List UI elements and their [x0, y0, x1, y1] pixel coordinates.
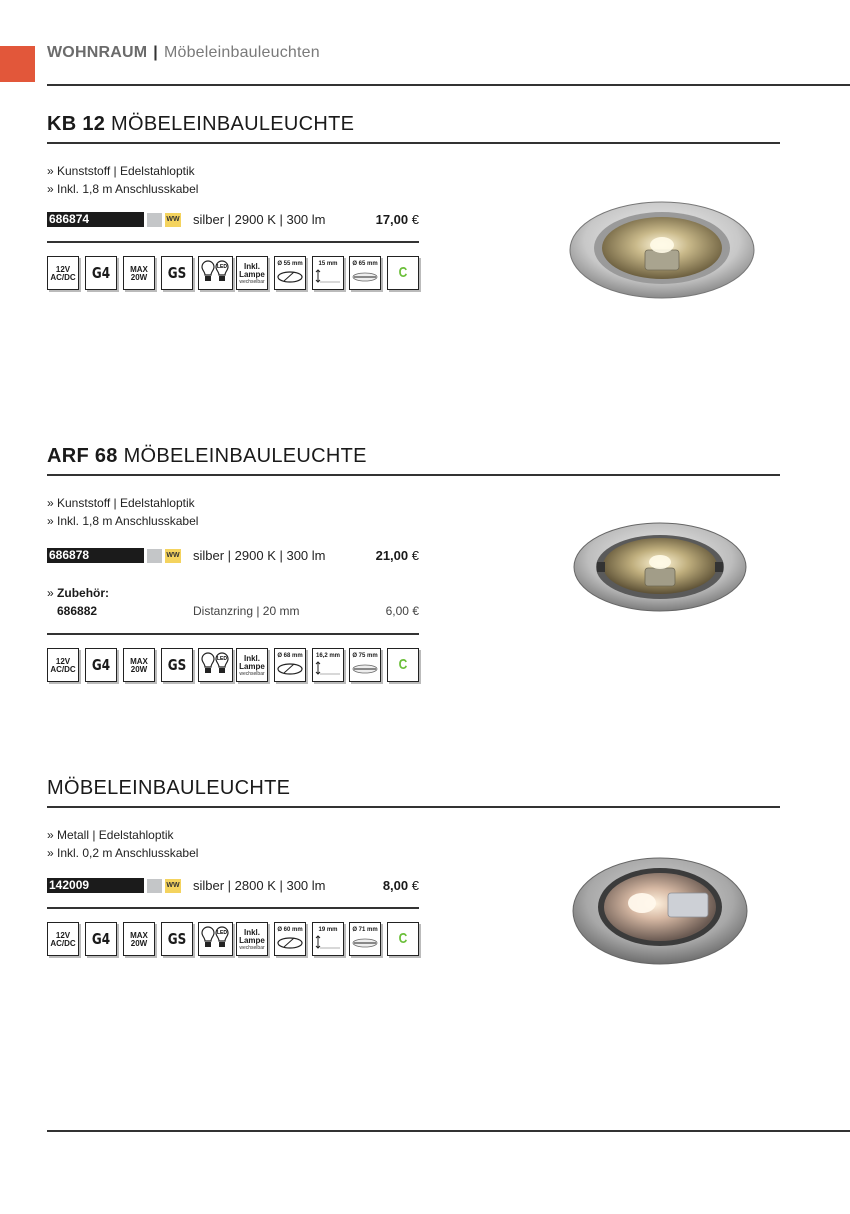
led-label: LED [217, 930, 227, 936]
lamp-included-icon [236, 256, 268, 290]
installation-depth-icon [312, 922, 344, 956]
feature-line: » Kunststoff | Edelstahloptik [47, 496, 195, 510]
article-row [47, 548, 419, 564]
price-value: 17,00 [375, 212, 409, 227]
max-text: MAX [130, 931, 148, 940]
bulb-led-icon [198, 922, 233, 956]
socket-icon [85, 256, 117, 290]
wechselbar-text: wechselbar [239, 945, 265, 951]
header-category: WOHNRAUM [47, 44, 148, 61]
gs-text: GS [167, 656, 187, 674]
price-value: 8,00 [382, 878, 409, 893]
diameter-text: Ø 65 mm [352, 261, 378, 267]
feature-line: » Inkl. 1,8 m Anschlusskabel [47, 514, 199, 528]
article-divider [47, 907, 419, 909]
price-value: 21,00 [375, 548, 409, 563]
gs-certification-icon [161, 648, 193, 682]
color-swatch [147, 213, 162, 227]
gs-certification-icon [161, 922, 193, 956]
wattage-text: 20W [130, 939, 148, 948]
lampe-text: Lampe [239, 662, 265, 671]
price-currency: € [411, 212, 419, 227]
article-price [376, 548, 419, 563]
accessory-description: Distanzring | 20 mm [193, 604, 300, 618]
product-arf68 [47, 445, 780, 677]
footer-divider [47, 1130, 850, 1132]
article-spec: silber | 2900 K | 300 lm [193, 212, 326, 227]
voltage-text: 12V [55, 931, 71, 940]
header-subcategory: Möbeleinbauleuchten [163, 44, 320, 61]
feature-line: » Kunststoff | Edelstahloptik [47, 164, 195, 178]
voltage-icon [47, 648, 79, 682]
lampe-text: Lampe [239, 270, 265, 279]
inkl-text: Inkl. [243, 654, 260, 663]
light-color-badge: WW [165, 879, 181, 893]
page-header [47, 44, 320, 62]
header-separator: | [153, 44, 158, 61]
product-title-type: MÖBELEINBAULEUCHTE [105, 113, 355, 135]
accessory-number: 686882 [57, 604, 98, 618]
article-spec: silber | 2800 K | 300 lm [193, 878, 326, 893]
feature-line: » Inkl. 0,2 m Anschlusskabel [47, 846, 199, 860]
article-price [383, 878, 419, 893]
depth-text: 16,2 mm [315, 653, 340, 659]
cutout-diameter-icon [274, 256, 306, 290]
max-text: MAX [130, 657, 148, 666]
socket-text: G4 [91, 656, 111, 674]
max-wattage-icon [123, 922, 155, 956]
product-title-type: MÖBELEINBAULEUCHTE [117, 445, 367, 467]
section-color-tab [0, 46, 35, 82]
accessory-price: 6,00 € [385, 604, 419, 618]
max-text: MAX [130, 265, 148, 274]
voltage-type-text: AC/DC [50, 665, 76, 674]
voltage-text: 12V [55, 265, 71, 274]
article-number: 686874 [47, 212, 144, 227]
socket-text: G4 [91, 264, 111, 282]
article-divider [47, 633, 419, 635]
diameter-text: Ø 71 mm [352, 927, 378, 933]
depth-text: 19 mm [318, 927, 338, 933]
product-title-model: ARF 68 [47, 445, 118, 467]
product-kb12 [47, 113, 780, 285]
energy-class-text: C [398, 930, 408, 947]
product-mobeleinbauleuchte [47, 777, 780, 951]
socket-text: G4 [91, 930, 111, 948]
icon-strip [47, 648, 419, 686]
lamp-included-icon [236, 922, 268, 956]
article-row [47, 878, 419, 894]
wechselbar-text: wechselbar [239, 279, 265, 285]
icon-strip [47, 922, 419, 960]
title-divider [47, 806, 780, 808]
energy-class-icon [387, 256, 419, 290]
title-divider [47, 142, 780, 144]
article-number: 142009 [47, 878, 144, 893]
feature-line: » Inkl. 1,8 m Anschlusskabel [47, 182, 199, 196]
product-title [47, 777, 780, 800]
accessory-heading [47, 586, 109, 600]
voltage-type-text: AC/DC [50, 939, 76, 948]
color-swatch [147, 879, 162, 893]
lamp-included-icon [236, 648, 268, 682]
product-title [47, 113, 780, 136]
inkl-text: Inkl. [243, 928, 260, 937]
product-title [47, 445, 780, 468]
installation-depth-icon [312, 648, 344, 682]
accessory-heading-text: Zubehör: [57, 586, 110, 600]
outer-diameter-icon [349, 256, 381, 290]
inkl-text: Inkl. [243, 262, 260, 271]
cutout-text: Ø 55 mm [277, 261, 303, 267]
article-number: 686878 [47, 548, 144, 563]
title-divider [47, 474, 780, 476]
article-divider [47, 241, 419, 243]
article-spec: silber | 2900 K | 300 lm [193, 548, 326, 563]
gs-certification-icon [161, 256, 193, 290]
product-title-type: MÖBELEINBAULEUCHTE [47, 777, 291, 799]
cutout-diameter-icon [274, 922, 306, 956]
light-color-badge: WW [165, 213, 181, 227]
accessory-heading-prefix: » [47, 586, 54, 600]
bulb-led-icon [198, 256, 233, 290]
light-color-badge: WW [165, 549, 181, 563]
cutout-text: Ø 68 mm [277, 653, 303, 659]
color-swatch [147, 549, 162, 563]
socket-icon [85, 648, 117, 682]
led-label: LED [217, 656, 227, 662]
header-divider [47, 84, 850, 86]
socket-icon [85, 922, 117, 956]
installation-depth-icon [312, 256, 344, 290]
energy-class-text: C [398, 264, 408, 281]
product-photo-mobeleinbauleuchte [570, 855, 750, 967]
energy-class-icon [387, 922, 419, 956]
outer-diameter-icon [349, 922, 381, 956]
cutout-diameter-icon [274, 648, 306, 682]
energy-class-icon [387, 648, 419, 682]
gs-text: GS [167, 930, 187, 948]
price-currency: € [411, 878, 419, 893]
icon-strip [47, 256, 419, 294]
voltage-icon [47, 922, 79, 956]
led-label: LED [217, 264, 227, 270]
max-wattage-icon [123, 648, 155, 682]
outer-diameter-icon [349, 648, 381, 682]
article-row [47, 212, 419, 228]
lampe-text: Lampe [239, 936, 265, 945]
voltage-icon [47, 256, 79, 290]
energy-class-text: C [398, 656, 408, 673]
feature-line: » Metall | Edelstahloptik [47, 828, 174, 842]
wattage-text: 20W [130, 665, 148, 674]
depth-text: 15 mm [318, 261, 338, 267]
gs-text: GS [167, 264, 187, 282]
wattage-text: 20W [130, 273, 148, 282]
bulb-led-icon [198, 648, 233, 682]
article-price [376, 212, 419, 227]
price-currency: € [411, 548, 419, 563]
voltage-type-text: AC/DC [50, 273, 76, 282]
max-wattage-icon [123, 256, 155, 290]
wechselbar-text: wechselbar [239, 671, 265, 677]
product-photo-kb12 [565, 195, 760, 305]
cutout-text: Ø 60 mm [277, 927, 303, 933]
voltage-text: 12V [55, 657, 71, 666]
diameter-text: Ø 75 mm [352, 653, 378, 659]
product-photo-arf68 [570, 520, 750, 615]
product-title-model: KB 12 [47, 113, 106, 135]
